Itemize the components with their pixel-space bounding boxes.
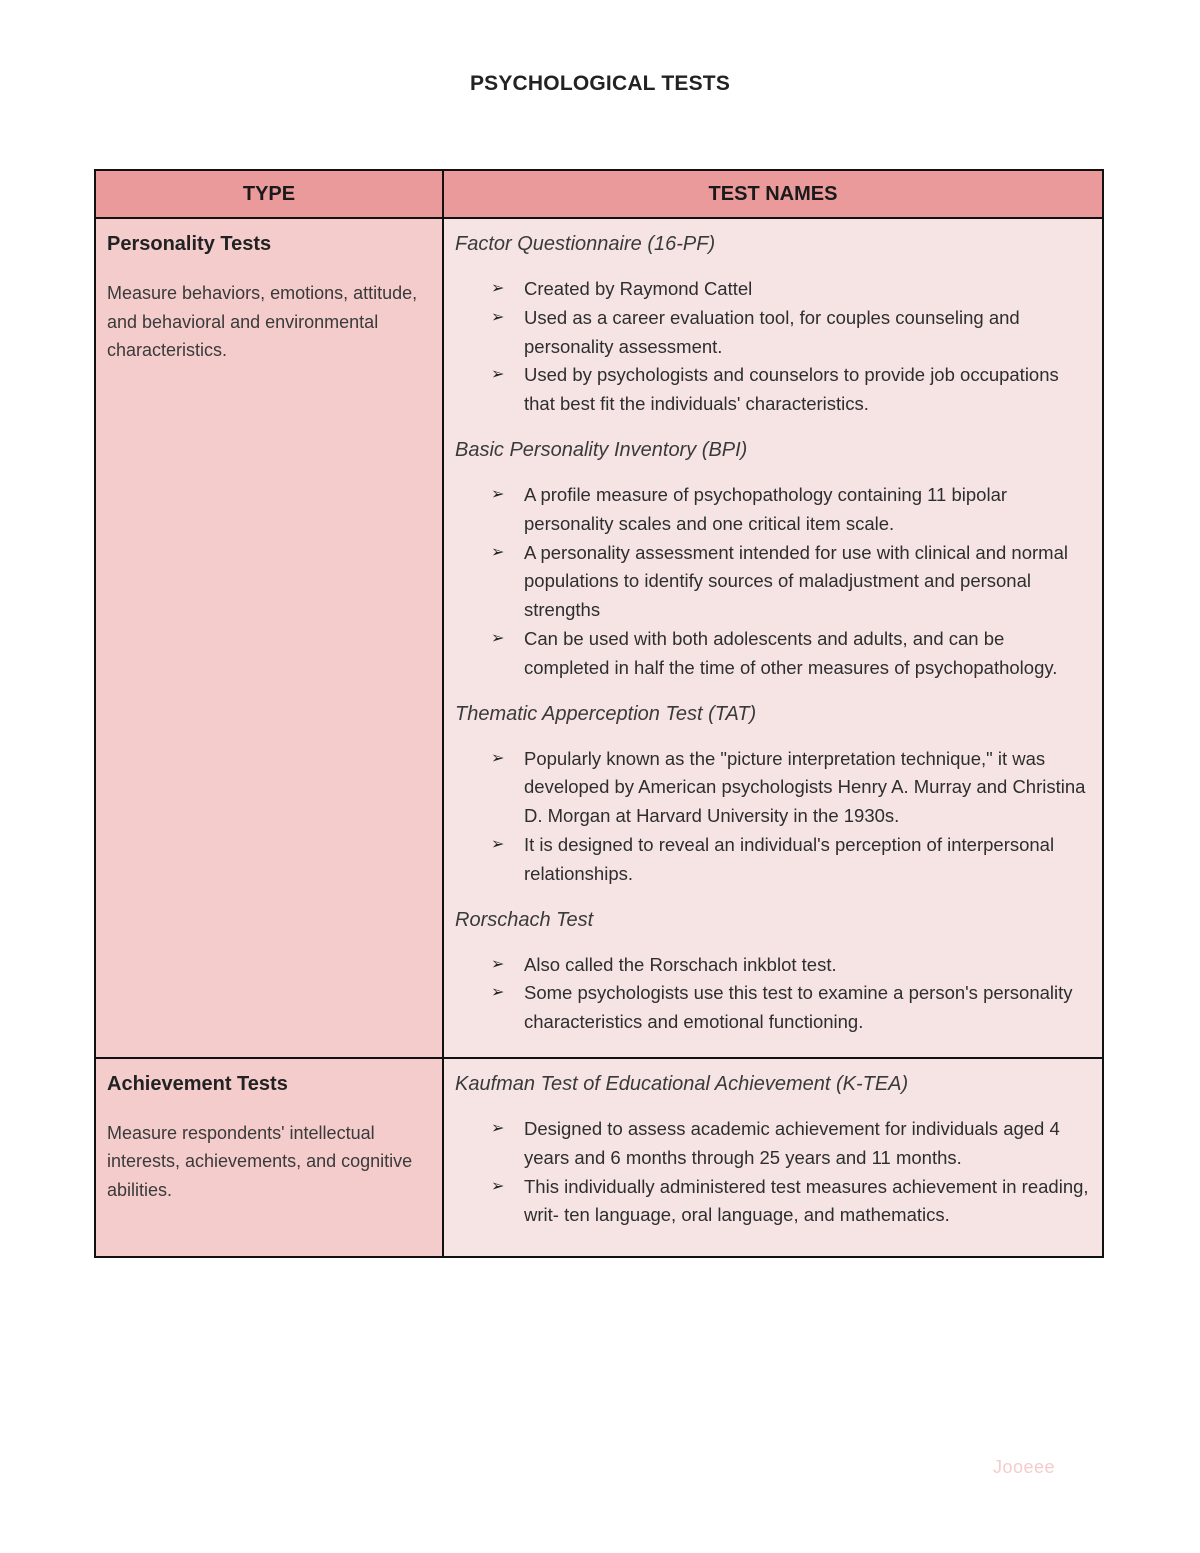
list-item: [491, 745, 1090, 831]
watermark: Jooeee: [993, 1457, 1056, 1477]
test-names-cell: [443, 1058, 1103, 1257]
bullet-text: A profile measure of psychopathology containing 11 bipolar personality scales and one critical item scale.: [524, 483, 1008, 534]
page-title: PSYCHOLOGICAL TESTS: [469, 72, 731, 95]
bullet-list: [455, 951, 1090, 1037]
test-name: Kaufman Test of Educational Achievement (K-TEA): [455, 1072, 909, 1095]
arrow-bullet-icon: ➢: [491, 955, 505, 973]
list-item: [491, 979, 1090, 1037]
bullet-text: Popularly known as the "picture interpretation technique," it was developed by American psychologists Henry A. Murray and Christina D. Morgan at Harvard University in the 1930s.: [524, 747, 1086, 827]
test-name: Thematic Apperception Test (TAT): [455, 702, 757, 725]
bullet-text: Some psychologists use this test to examine a person's personality characteristics and emotional functioning.: [524, 982, 1073, 1033]
bullet-list: [455, 745, 1090, 889]
bullet-list: [455, 275, 1090, 419]
test-name: Factor Questionnaire (16-PF): [455, 233, 716, 255]
test-block-tat: [455, 701, 1090, 889]
test-name: Rorschach Test: [455, 908, 594, 931]
bullet-text: Used as a career evaluation tool, for couples counseling and personality assessment.: [524, 306, 1020, 357]
arrow-bullet-icon: ➢: [491, 308, 505, 326]
bullet-list: [455, 481, 1090, 683]
type-description: Measure respondents' intellectual interests, achievements, and cognitive abilities.: [107, 1122, 413, 1200]
bullet-text: This individually administered test measures achievement in reading, writ- ten language, oral language, and mathematics.: [524, 1175, 1089, 1226]
arrow-bullet-icon: ➢: [491, 485, 505, 503]
table-row-personality: [95, 218, 1103, 1058]
test-block-16pf: [455, 231, 1090, 419]
type-cell: [95, 1058, 443, 1257]
list-item: [491, 304, 1090, 362]
list-item: [491, 275, 1090, 304]
table-header-row: [95, 170, 1103, 218]
header-test-names: TEST NAMES: [443, 170, 1103, 218]
header-type: TYPE: [95, 170, 443, 218]
bullet-list: [455, 1115, 1090, 1230]
bullet-text: A personality assessment intended for use with clinical and normal populations to identify sources of maladjustment and personal strengths: [524, 541, 1068, 621]
test-block-bpi: [455, 437, 1090, 683]
bullet-text: Can be used with both adolescents and adults, and can be completed in half the time of other measures of psychopathology.: [524, 627, 1058, 678]
arrow-bullet-icon: ➢: [491, 366, 505, 384]
type-cell: [95, 218, 443, 1058]
list-item: [491, 625, 1090, 683]
test-block-rorschach: [455, 907, 1090, 1037]
arrow-bullet-icon: ➢: [491, 1119, 505, 1137]
list-item: [491, 1173, 1090, 1231]
list-item: [491, 361, 1090, 419]
arrow-bullet-icon: ➢: [491, 280, 505, 297]
list-item: [491, 951, 1090, 980]
test-name: Basic Personality Inventory (BPI): [455, 438, 748, 461]
arrow-bullet-icon: ➢: [491, 1177, 505, 1195]
bullet-text: Designed to assess academic achievement for individuals aged 4 years and 6 months through 25 years and 11 months.: [524, 1117, 1060, 1168]
type-title: Achievement Tests: [107, 1072, 288, 1095]
list-item: [491, 539, 1090, 625]
bullet-text: Used by psychologists and counselors to provide job occupations that best fit the individuals' characteristics.: [524, 364, 1059, 415]
test-names-cell: [443, 218, 1103, 1058]
arrow-bullet-icon: ➢: [491, 984, 505, 1002]
arrow-bullet-icon: ➢: [491, 543, 505, 561]
arrow-bullet-icon: ➢: [491, 749, 505, 767]
arrow-bullet-icon: ➢: [491, 835, 505, 853]
test-block-ktea: [455, 1071, 1090, 1230]
table-row-achievement: [95, 1058, 1103, 1257]
type-description: Measure behaviors, emotions, attitude, and behavioral and environmental characteristics.: [107, 283, 418, 360]
list-item: [491, 481, 1090, 539]
type-title: Personality Tests: [107, 233, 272, 255]
bullet-text: It is designed to reveal an individual's perception of interpersonal relationships.: [524, 833, 1055, 884]
list-item: [491, 831, 1090, 889]
psychological-tests-table: [94, 169, 1104, 1258]
bullet-text: Created by Raymond Cattel: [524, 278, 753, 299]
list-item: [491, 1115, 1090, 1173]
bullet-text: Also called the Rorschach inkblot test.: [524, 953, 837, 975]
arrow-bullet-icon: ➢: [491, 629, 505, 647]
